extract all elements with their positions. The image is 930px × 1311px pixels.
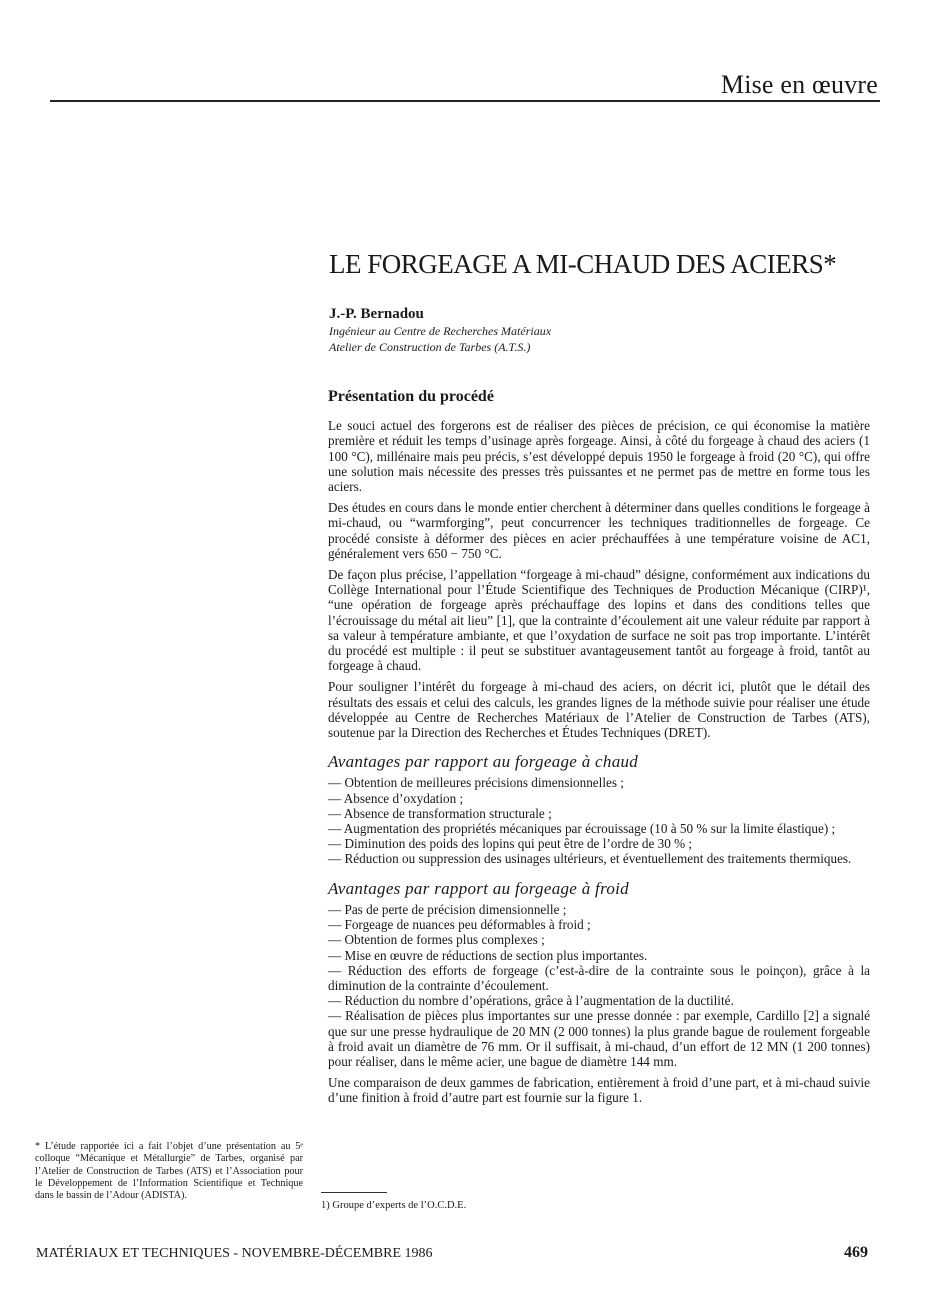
author-name: J.-P. Bernadou: [329, 306, 424, 322]
paragraph: Des études en cours dans le monde entier cherchent à déterminer dans quelles conditions le forgeage à mi-chaud, ou “warmforging”, peut concurrencer les techniques traditionnelles de forgeage. Ce procédé consiste à déformer des pièces en acier préchauffées à une température voisine de AC1, généralement vers 650 − 750 °C.: [328, 500, 870, 561]
page-number: 469: [844, 1244, 868, 1261]
paragraph: Pour souligner l’intérêt du forgeage à mi-chaud des aciers, on décrit ici, plutôt que le détail des résultats des essais et celui des calculs, les grandes lignes de la méthode suivie pour réaliser une étude développée au Centre de Recherches Matériaux de l’Atelier de Construction de Tarbes (ATS), soutenue par la Direction des Recherches et Études Techniques (DRET).: [328, 679, 870, 741]
paragraph: De façon plus précise, l’appellation “forgeage à mi-chaud” désigne, conformément aux indications du Collège International pour l’Étude Scientifique des Techniques de Production Mécanique (CIRP)¹, “une opération de forgeage après préchauffage des lopins et dans des conditions telles que l’écrouissage du métal ait lieu” [1], que la contrainte d’écoulement ait une valeur réduite par rapport à sa valeur à température ambiante, et que l’oxydation de surface ne soit pas trop importante. L’intérêt du procédé est multiple : il peut se substituer avantageusement tantôt au forgeage à froid, tantôt au forgeage à chaud.: [328, 567, 870, 674]
journal-footer: MATÉRIAUX ET TECHNIQUES - NOVEMBRE-DÉCEMBRE 1986: [36, 1246, 433, 1261]
advantages-list-hot: [328, 775, 870, 866]
author-affiliation: [329, 323, 551, 355]
list-item: — Absence de transformation structurale ;: [328, 805, 552, 821]
main-column: [328, 389, 870, 1112]
section-heading: Présentation du procédé: [328, 388, 494, 405]
affiliation-line: Ingénieur au Centre de Recherches Matériaux: [329, 324, 552, 338]
list-item: — Obtention de formes plus complexes ;: [328, 932, 545, 948]
list-item: — Forgeage de nuances peu déformables à froid ;: [328, 917, 591, 933]
title-footnote: * L’étude rapportée ici a fait l’objet d’une présentation au 5ᵉ colloque “Mécanique et Métallurgie” de Tarbes, organisé par l’Atelier de Construction de Tarbes (ATS) et l’Association pour le Développement de l’Information Scientifique et Technique dans le bassin de l’Adour (ADISTA).: [35, 1141, 303, 1202]
subsection-heading: Avantages par rapport au forgeage à froid: [328, 878, 629, 898]
list-item: — Absence d’oxydation ;: [328, 790, 464, 806]
list-item: — Diminution des poids des lopins qui peut être de l’ordre de 30 % ;: [328, 836, 693, 852]
running-header: Mise en œuvre: [720, 70, 878, 99]
list-item: — Obtention de meilleures précisions dimensionnelles ;: [328, 775, 624, 791]
paragraph: Le souci actuel des forgerons est de réaliser des pièces de précision, ce qui économise la matière première et réduit les temps d’usinage après forgeage. Ainsi, à côté du forgeage à chaud des aciers (1 100 °C), millénaire mais peu précis, s’est développé depuis 1950 le forgeage à froid (20 °C), qui offre une solution mais nécessite des presses très puissantes et ne permet pas de mettre en forme tous les aciers.: [328, 418, 870, 495]
footnote: 1) Groupe d’experts de l’O.C.D.E.: [321, 1200, 467, 1211]
list-item: — Pas de perte de précision dimensionnelle ;: [328, 901, 567, 917]
header-rule: [50, 100, 880, 102]
subsection-heading: Avantages par rapport au forgeage à chaud: [328, 752, 639, 772]
affiliation-line: Atelier de Construction de Tarbes (A.T.S.): [329, 340, 531, 354]
paragraph: Une comparaison de deux gammes de fabrication, entièrement à froid d’une part, et à mi-chaud suivie d’une finition à froid d’autre part est fournie sur la figure 1.: [328, 1075, 870, 1106]
list-item: — Réduction des efforts de forgeage (c’est-à-dire de la contrainte sous le poinçon), grâce à la diminution de la contrainte d’écoulement.: [328, 962, 870, 993]
list-item: — Mise en œuvre de réductions de section plus importantes.: [328, 947, 648, 963]
list-item: — Réduction du nombre d’opérations, grâce à l’augmentation de la ductilité.: [328, 993, 734, 1009]
list-item: — Augmentation des propriétés mécaniques par écrouissage (10 à 50 % sur la limite élastique) ;: [328, 821, 836, 837]
advantages-list-cold: [328, 902, 870, 1069]
article-title: LE FORGEAGE A MI-CHAUD DES ACIERS*: [329, 249, 837, 279]
list-item: — Réalisation de pièces plus importantes sur une presse donnée : par exemple, Cardillo [2] a signalé que sur une presse hydraulique de 20 MN (2 000 tonnes) la plus grande bague de roulement forgeable à froid avait un diamètre de 76 mm. Or il suffisait, à mi-chaud, d’un effort de 12 MN (1 200 tonnes) pour réaliser, dans le même acier, une bague de diamètre 144 mm.: [328, 1008, 870, 1069]
list-item: — Réduction ou suppression des usinages ultérieurs, et éventuellement des traitements thermiques.: [328, 851, 852, 867]
footnote-rule: [321, 1192, 387, 1193]
